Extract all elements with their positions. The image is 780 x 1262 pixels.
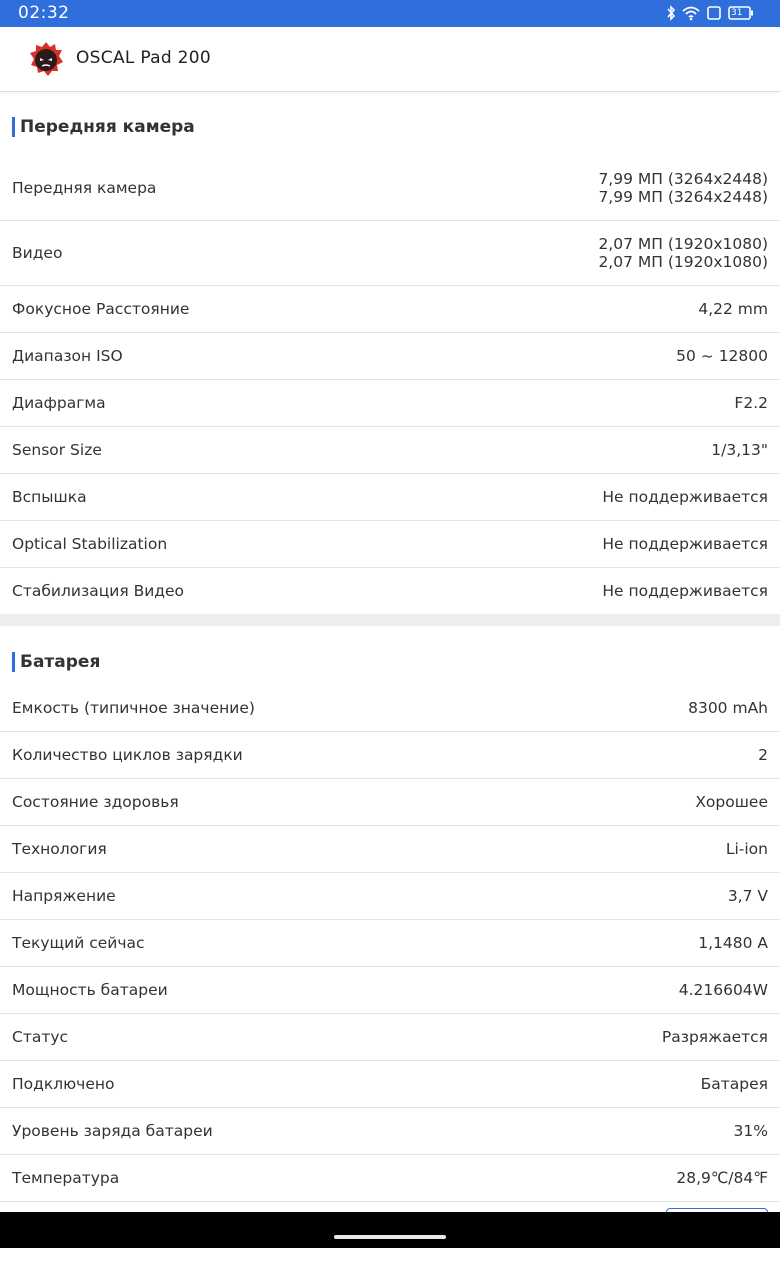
list-item — [0, 221, 780, 286]
row-label: Емкость (типичное значение) — [12, 699, 255, 717]
status-icons — [666, 4, 754, 22]
row-label: Мощность батареи — [12, 981, 168, 999]
row-label: Напряжение — [12, 887, 116, 905]
list-item — [0, 286, 780, 333]
row-value: 28,9℃/84℉ — [676, 1169, 768, 1187]
row-value: Батарея — [700, 1075, 768, 1093]
row-value: 50 ~ 12800 — [676, 347, 768, 365]
content-list[interactable] — [0, 92, 780, 1212]
row-value: F2.2 — [734, 394, 768, 412]
row-value: Разряжается — [661, 1028, 768, 1046]
app-title: OSCAL Pad 200 — [76, 48, 211, 68]
row-label: Стабилизация Видео — [12, 582, 185, 600]
row-value: Не поддерживается — [602, 535, 768, 553]
list-item — [0, 333, 780, 380]
antutu-logo-icon — [27, 40, 65, 78]
list-item — [0, 920, 780, 967]
row-value: 1/3,13" — [711, 441, 768, 459]
list-item — [0, 732, 780, 779]
app-bar — [0, 27, 780, 92]
wifi-icon — [682, 5, 700, 21]
row-value: 2 — [758, 746, 768, 764]
list-item — [0, 156, 780, 221]
list-item — [0, 427, 780, 474]
row-label: Диапазон ISO — [12, 347, 123, 365]
row-value: Не поддерживается — [602, 488, 768, 506]
section-divider — [0, 614, 780, 626]
row-label: Текущий сейчас — [12, 934, 145, 952]
section-accent-bar — [12, 117, 15, 137]
row-value: Не поддерживается — [602, 582, 768, 600]
row-value: 4,22 mm — [698, 300, 768, 318]
list-item — [0, 826, 780, 873]
list-item — [0, 568, 780, 614]
row-value: 1,1480 A — [698, 934, 768, 952]
list-item — [0, 779, 780, 826]
row-label: Вспышка — [12, 488, 87, 506]
navigation-bar — [0, 1212, 780, 1248]
status-time: 02:32 — [18, 3, 70, 23]
row-label: Подключено — [12, 1075, 115, 1093]
row-label: Количество циклов зарядки — [12, 746, 243, 764]
row-value: 31% — [733, 1122, 768, 1140]
list-item — [0, 474, 780, 521]
list-item — [0, 967, 780, 1014]
section-title: Батарея — [20, 652, 101, 672]
row-label: Optical Stabilization — [12, 535, 168, 553]
row-label: Фокусное Расстояние — [12, 300, 190, 318]
battery-level-text: 31 — [731, 8, 743, 18]
section-header-front-camera — [0, 92, 780, 156]
list-item — [0, 1108, 780, 1155]
row-label: Технология — [12, 840, 107, 858]
row-value-line: 2,07 МП (1920x1080) — [598, 235, 768, 253]
row-value: 3,7 V — [727, 887, 768, 905]
row-value: 4.216604W — [678, 981, 768, 999]
list-item — [0, 1014, 780, 1061]
list-item — [0, 873, 780, 920]
list-item — [0, 1061, 780, 1108]
list-item — [0, 521, 780, 568]
row-value-line: 7,99 МП (3264x2448) — [598, 188, 768, 206]
section-title: Передняя камера — [20, 117, 195, 137]
row-label: Уровень заряда батареи — [12, 1122, 213, 1140]
row-value: Li-ion — [725, 840, 768, 858]
row-label: Передняя камера — [12, 179, 157, 197]
row-label: Видео — [12, 244, 63, 262]
row-value: Хорошее — [695, 793, 768, 811]
row-label: Sensor Size — [12, 441, 102, 459]
bluetooth-icon — [666, 5, 676, 21]
list-item — [0, 380, 780, 427]
row-label: Статус — [12, 1028, 69, 1046]
battery-icon — [728, 6, 754, 20]
screen-rotation-icon — [706, 5, 722, 21]
list-item — [0, 1155, 780, 1202]
row-label: Состояние здоровья — [12, 793, 179, 811]
section-header-battery — [0, 626, 780, 685]
row-label: Температура — [12, 1169, 120, 1187]
list-item — [0, 685, 780, 732]
row-label: Диафрагма — [12, 394, 106, 412]
gesture-handle[interactable] — [334, 1235, 446, 1239]
row-value — [598, 235, 768, 271]
section-accent-bar — [12, 652, 15, 672]
row-value: 8300 mAh — [688, 699, 768, 717]
status-bar — [0, 0, 780, 27]
row-value-line: 2,07 МП (1920x1080) — [598, 253, 768, 271]
row-value — [598, 170, 768, 206]
row-value-line: 7,99 МП (3264x2448) — [598, 170, 768, 188]
